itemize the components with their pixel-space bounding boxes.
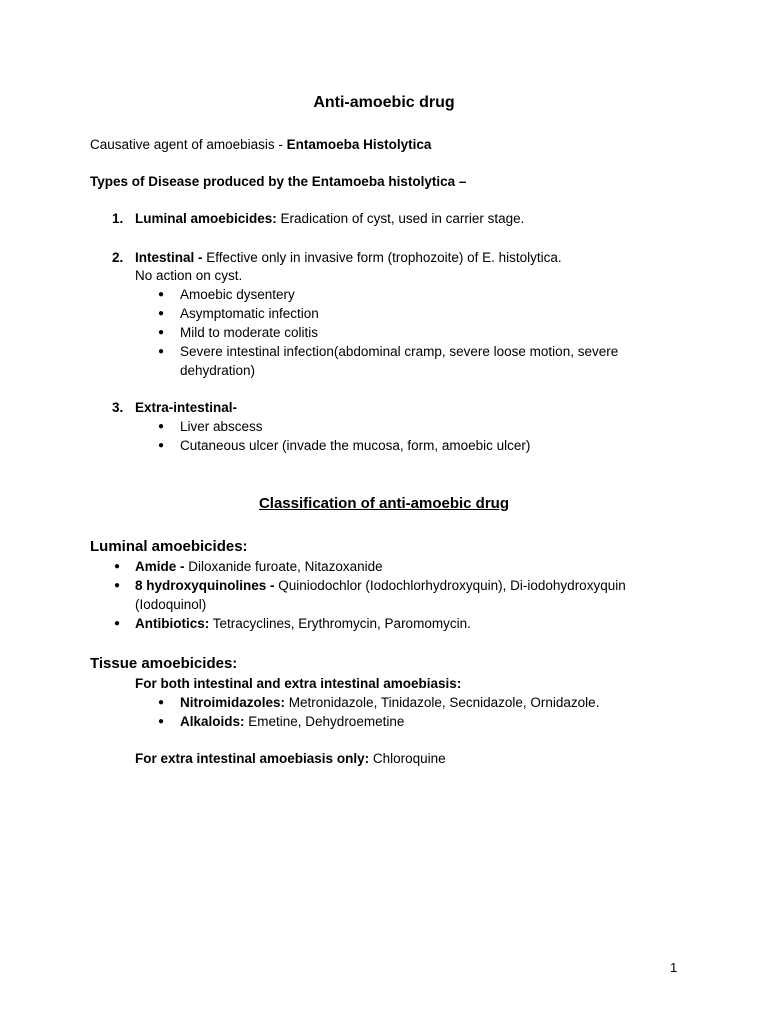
- item-label: Alkaloids:: [180, 714, 245, 729]
- bullet-icon: ●: [114, 618, 121, 629]
- causative-agent: Entamoeba Histolytica: [286, 137, 432, 152]
- list-item-continued: dehydration): [180, 363, 256, 378]
- bullet-icon: ●: [158, 346, 165, 357]
- item-label: Amide -: [135, 559, 185, 574]
- list-item: [135, 248, 562, 267]
- bullet-icon: ●: [114, 580, 121, 591]
- bullet-icon: ●: [158, 327, 165, 338]
- bullet-icon: ●: [114, 561, 121, 572]
- item-number: 1.: [112, 211, 124, 226]
- item-number: 3.: [112, 400, 124, 415]
- item-text: Metronidazole, Tinidazole, Secnidazole, Ornidazole.: [285, 695, 600, 710]
- list-item-continued: (Iodoquinol): [135, 597, 207, 612]
- list-item: [180, 712, 404, 731]
- item-label: For extra intestinal amoebiasis only:: [135, 751, 370, 766]
- bullet-icon: ●: [158, 716, 165, 727]
- bullet-icon: ●: [158, 421, 165, 432]
- item-label: Luminal amoebicides:: [135, 211, 277, 226]
- list-item: Mild to moderate colitis: [180, 325, 319, 340]
- item-label: Antibiotics:: [135, 616, 210, 631]
- page-number: 1: [670, 960, 678, 975]
- list-item: Liver abscess: [180, 419, 263, 434]
- list-item: Cutaneous ulcer (invade the mucosa, form, amoebic ulcer): [180, 438, 531, 453]
- list-item: [135, 576, 626, 595]
- list-item: Asymptomatic infection: [180, 306, 319, 321]
- tissue-heading: Tissue amoebicides:: [90, 655, 238, 672]
- item-label: Intestinal -: [135, 250, 203, 265]
- bullet-icon: ●: [158, 440, 165, 451]
- causative-line: [90, 135, 431, 154]
- list-item: [135, 209, 524, 228]
- item-text: Effective only in invasive form (trophozoite) of E. histolytica.: [202, 250, 562, 265]
- item-label: 8 hydroxyquinolines -: [135, 578, 275, 593]
- extra-intestinal-line: [135, 749, 446, 768]
- page-title: Anti-amoebic drug: [313, 94, 455, 111]
- tissue-subheading: For both intestinal and extra intestinal amoebiasis:: [135, 676, 462, 691]
- item-text: Eradication of cyst, used in carrier stage.: [276, 211, 525, 226]
- item-text: Tetracyclines, Erythromycin, Paromomycin.: [209, 616, 471, 631]
- list-item: [135, 557, 383, 576]
- bullet-icon: ●: [158, 308, 165, 319]
- item-text: Chloroquine: [369, 751, 446, 766]
- item-text: Emetine, Dehydroemetine: [244, 714, 405, 729]
- bullet-icon: ●: [158, 697, 165, 708]
- list-item: Amoebic dysentery: [180, 287, 295, 302]
- item-label: Extra-intestinal-: [135, 400, 238, 415]
- item-text: Diloxanide furoate, Nitazoxanide: [184, 559, 383, 574]
- item-text: Quiniodochlor (Iodochlorhydroxyquin), Di-iodohydroxyquin: [274, 578, 626, 593]
- list-item: Severe intestinal infection(abdominal cramp, severe loose motion, severe: [180, 344, 619, 359]
- bullet-icon: ●: [158, 289, 165, 300]
- types-heading: Types of Disease produced by the Entamoeba histolytica –: [90, 174, 467, 189]
- list-item: [135, 614, 471, 633]
- item-number: 2.: [112, 250, 124, 265]
- item-label: Nitroimidazoles:: [180, 695, 286, 710]
- list-item: [180, 693, 599, 712]
- item-text-continued: No action on cyst.: [135, 268, 243, 283]
- classification-heading: Classification of anti-amoebic drug: [258, 495, 510, 512]
- luminal-heading: Luminal amoebicides:: [90, 538, 248, 555]
- causative-prefix: Causative agent of amoebiasis -: [90, 137, 287, 152]
